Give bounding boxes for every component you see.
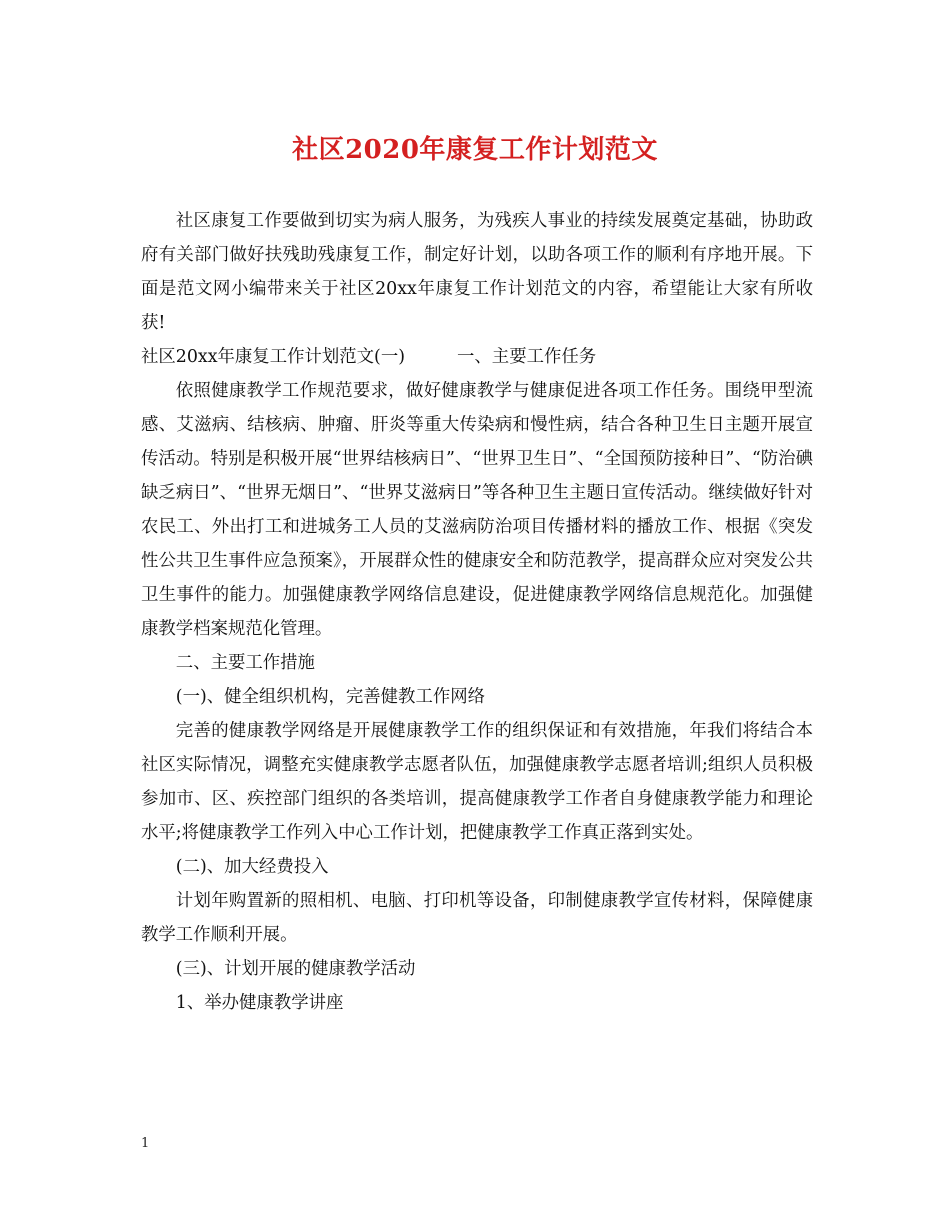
section-line bbox=[141, 340, 813, 374]
page-number: 1 bbox=[141, 1136, 150, 1151]
intro-paragraph: 社区康复工作要做到切实为病人服务，为残疾人事业的持续发展奠定基础，协助政府有关部门做好扶残助残康复工作，制定好计划，以助各项工作的顺利有序地开展。下面是范文网小编带来关于社区20xx年康复工作计划范文的内容，希望能让大家有所收获! bbox=[141, 211, 813, 333]
measure2-paragraph: 计划年购置新的照相机、电脑、打印机等设备，印制健康教学宣传材料，保障健康教学工作顺利开展。 bbox=[141, 891, 813, 945]
document-body bbox=[141, 204, 813, 1020]
section-heading: 社区20xx年康复工作计划范文(一) bbox=[141, 347, 406, 367]
task-heading: 一、主要工作任务 bbox=[457, 347, 597, 367]
document-title: 社区2020年康复工作计划范文 bbox=[292, 135, 658, 165]
measure1-heading: (一)、健全组织机构，完善健教工作网络 bbox=[175, 687, 486, 707]
activity1-heading: 1、举办健康教学讲座 bbox=[175, 993, 344, 1013]
measure1-paragraph: 完善的健康教学网络是开展健康教学工作的组织保证和有效措施，年我们将结合本社区实际情况，调整充实健康教学志愿者队伍，加强健康教学志愿者培训;组织人员积极参加市、区、疾控部门组织的各类培训，提高健康教学工作者自身健康教学能力和理论水平;将健康教学工作列入中心工作计划，把健康教学工作真正落到实处。 bbox=[141, 721, 813, 843]
task-paragraph: 依照健康教学工作规范要求，做好健康教学与健康促进各项工作任务。围绕甲型流感、艾滋病、结核病、肿瘤、肝炎等重大传染病和慢性病，结合各种卫生日主题开展宣传活动。特别是积极开展“世界结核病日”、“世界卫生日”、“全国预防接种日”、“防治碘缺乏病日”、“世界无烟日”、“世界艾滋病日”等各种卫生主题日宣传活动。继续做好针对农民工、外出打工和进城务工人员的艾滋病防治项目传播材料的播放工作、根据《突发性公共卫生事件应急预案》，开展群众性的健康安全和防范教学，提高群众应对突发公共卫生事件的能力。加强健康教学网络信息建设，促进健康教学网络信息规范化。加强健康教学档案规范化管理。 bbox=[141, 381, 813, 639]
measure3-heading: (三)、计划开展的健康教学活动 bbox=[175, 959, 416, 979]
measures-heading: 二、主要工作措施 bbox=[175, 653, 315, 673]
measure2-heading: (二)、加大经费投入 bbox=[175, 857, 329, 877]
